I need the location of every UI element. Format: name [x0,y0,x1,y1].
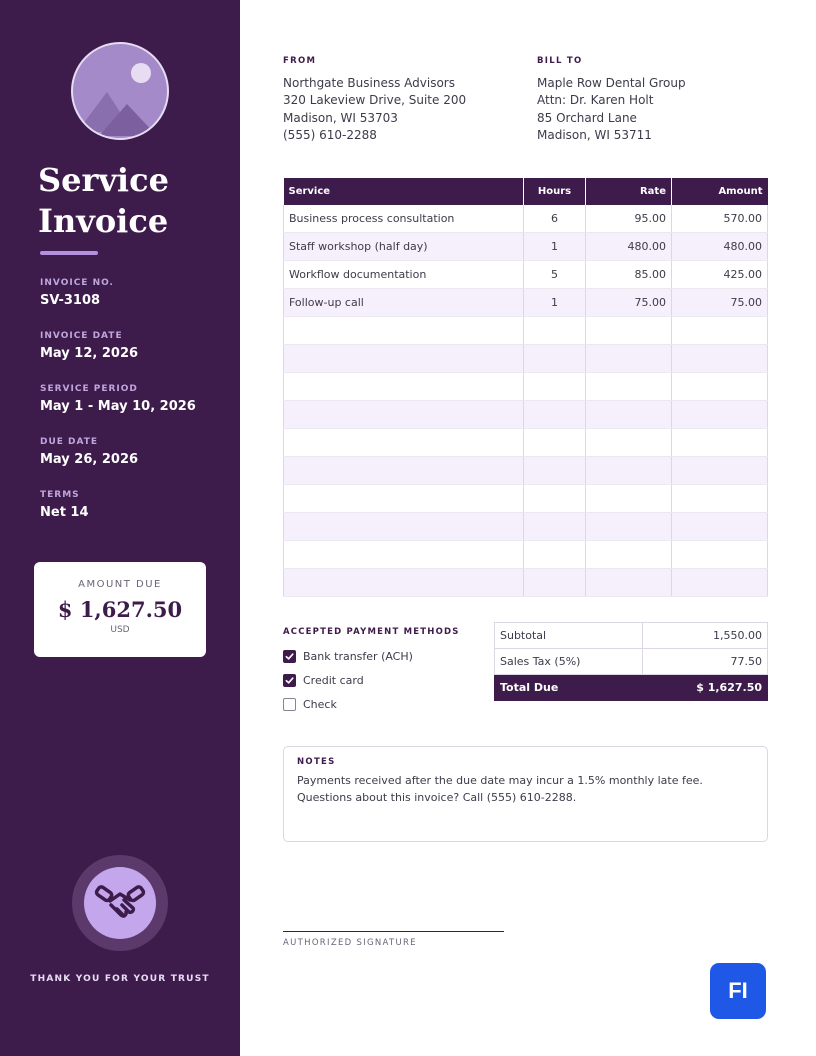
header-amount: Amount [672,178,768,205]
table-row [284,233,768,261]
signature-line[interactable] [283,931,504,932]
invoice-number-value: SV-3108 [40,293,101,308]
title-line-2: Invoice [38,202,169,240]
totals-table [494,622,768,701]
cell-amount: 570.00 [672,205,768,233]
invoice-number-block [40,278,114,308]
invoice-date-label: INVOICE DATE [40,331,123,341]
empty-row [284,317,768,345]
invoice-date-value: May 12, 2026 [40,346,139,361]
handshake-icon [84,867,156,939]
amount-due-label: AMOUNT DUE [78,579,162,590]
payment-method-label: Credit card [303,674,364,687]
cell-rate: 95.00 [586,205,672,233]
checkmark-icon [285,652,294,661]
terms-label: TERMS [40,490,80,500]
notes-line-2: Questions about this invoice? Call (555) 610-2288. [297,791,577,804]
notes-line-1: Payments received after the due date may incur a 1.5% monthly late fee. [297,774,703,787]
header-service: Service [284,178,524,205]
amount-due-value: $ 1,627.50 [57,597,183,622]
cell-rate: 480.00 [586,233,672,261]
empty-row [284,457,768,485]
bill-to-label: BILL TO [537,56,583,66]
cell-amount: 480.00 [672,233,768,261]
tax-value: 77.50 [643,649,768,675]
cell-hours: 1 [524,233,586,261]
empty-row [284,513,768,541]
from-line-company: Northgate Business Advisors [283,75,455,90]
due-date-value: May 26, 2026 [40,452,139,467]
cell-service: Staff workshop (half day) [284,233,524,261]
cell-hours: 6 [524,205,586,233]
checkbox-unchecked[interactable] [283,698,296,711]
page-title [38,160,169,242]
bill-to-line-street: 85 Orchard Lane [537,110,637,125]
fi-app-badge[interactable]: FI [710,963,766,1019]
from-line-phone: (555) 610-2288 [283,128,377,142]
payment-method-label: Bank transfer (ACH) [303,650,413,663]
service-period-block [40,384,196,414]
from-line-street: 320 Lakeview Drive, Suite 200 [283,93,467,107]
payment-method-check[interactable] [283,698,337,711]
cell-amount: 75.00 [672,289,768,317]
table-header-row [284,178,768,205]
from-line-city: Madison, WI 53703 [283,110,398,125]
empty-row [284,345,768,373]
subtotal-value: 1,550.00 [643,623,768,649]
empty-row [284,485,768,513]
terms-block [40,490,89,520]
tax-label: Sales Tax (5%) [495,649,643,675]
total-due-row [495,675,768,701]
payment-method-label: Check [303,698,337,711]
bill-to-line-company: Maple Row Dental Group [537,75,686,90]
empty-row [284,569,768,597]
table-row [284,261,768,289]
invoice-number-label: INVOICE NO. [40,278,114,288]
bill-to-line-attn: Attn: Dr. Karen Holt [537,93,654,107]
empty-row [284,373,768,401]
checkbox-checked[interactable] [283,674,296,687]
title-divider [40,251,98,255]
subtotal-label: Subtotal [495,623,643,649]
cell-hours: 5 [524,261,586,289]
cell-rate: 75.00 [586,289,672,317]
logo-placeholder-image [71,42,169,140]
notes-box [283,746,768,842]
bill-to-address [537,53,686,145]
empty-row [284,429,768,457]
service-period-value: May 1 - May 10, 2026 [40,399,196,414]
table-row [284,205,768,233]
invoice-date-block [40,331,138,361]
cell-rate: 85.00 [586,261,672,289]
subtotal-row [495,623,768,649]
tax-row [495,649,768,675]
thank-you-message: THANK YOU FOR YOUR TRUST [30,974,210,984]
cell-service: Business process consultation [284,205,524,233]
due-date-block [40,437,138,467]
payment-method-credit-card[interactable] [283,674,364,687]
sidebar [0,0,240,1056]
notes-label: NOTES [297,757,336,767]
empty-row [284,541,768,569]
signature-label: AUTHORIZED SIGNATURE [283,938,417,948]
from-address [283,53,466,145]
header-hours: Hours [524,178,586,205]
total-due-label: Total Due [495,675,643,701]
table-row [284,289,768,317]
notes-text [297,772,754,806]
amount-due-card [34,562,206,657]
amount-due-currency: USD [110,625,130,635]
cell-service: Follow-up call [284,289,524,317]
payment-method-ach[interactable] [283,650,413,663]
cell-service: Workflow documentation [284,261,524,289]
handshake-badge [72,855,168,951]
due-date-label: DUE DATE [40,437,99,447]
header-rate: Rate [586,178,672,205]
from-label: FROM [283,56,317,66]
service-period-label: SERVICE PERIOD [40,384,138,394]
title-line-1: Service [38,161,169,199]
checkbox-checked[interactable] [283,650,296,663]
empty-row [284,401,768,429]
total-due-value: $ 1,627.50 [643,675,768,701]
bill-to-line-city: Madison, WI 53711 [537,128,652,142]
mountain-image-icon [73,44,169,140]
cell-hours: 1 [524,289,586,317]
payment-methods-label: ACCEPTED PAYMENT METHODS [283,627,460,637]
cell-amount: 425.00 [672,261,768,289]
terms-value: Net 14 [40,505,89,520]
line-items-table [283,178,768,597]
checkmark-icon [285,676,294,685]
